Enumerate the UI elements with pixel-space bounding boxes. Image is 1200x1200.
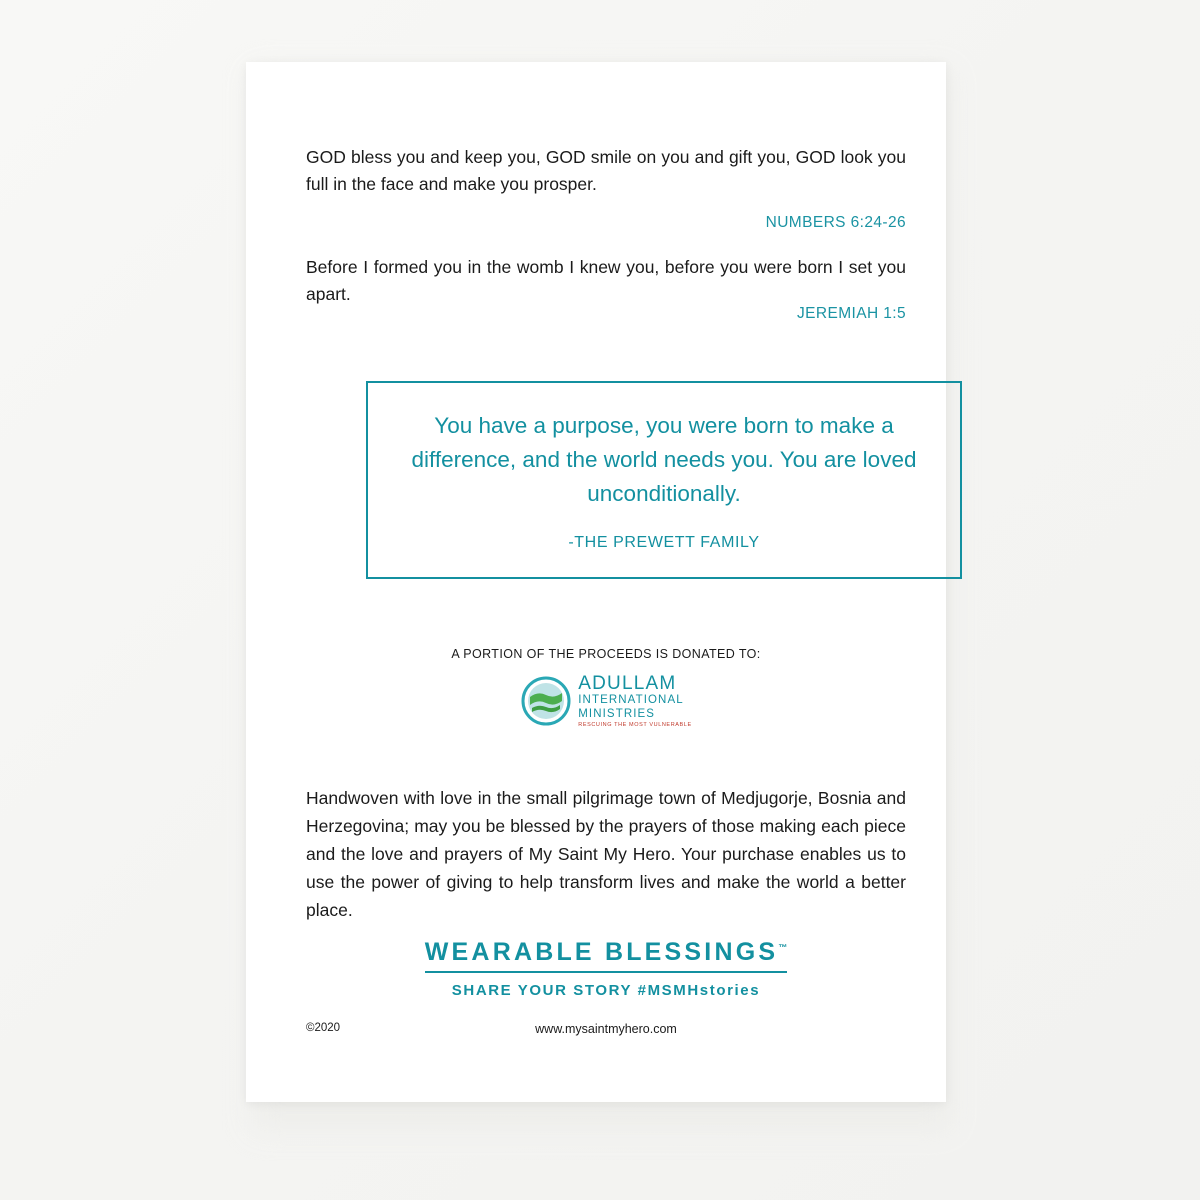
donation-label: A PORTION OF THE PROCEEDS IS DONATED TO: [451,647,761,661]
brand-name-text: WEARABLE BLESSINGS [424,938,779,966]
scripture-reference-1: NUMBERS 6:24-26 [765,214,906,231]
scripture-text-2: Before I formed you in the womb I knew you, before you were born I set you apart. [306,257,906,305]
trademark-symbol: ™ [778,942,788,953]
adullam-logo [306,674,906,729]
brand-block [306,938,906,999]
quote-text: You have a purpose, you were born to make a difference, and the world needs you. You are loved unconditionally. [411,413,917,507]
globe-icon [520,675,572,727]
adullam-logo-line3: MINISTRIES [578,707,656,720]
adullam-logo-text [578,674,691,729]
product-card [246,62,946,1102]
copyright-text: ©2020 [306,1022,341,1034]
footer [306,1022,906,1042]
quote-attribution: -THE PREWETT FAMILY [568,533,760,551]
adullam-logo-line2: INTERNATIONAL [578,694,684,706]
adullam-logo-line1: ADULLAM [578,673,677,694]
adullam-logo-tagline: RESCUING THE MOST VULNERABLE [578,722,692,728]
website-url: www.mysaintmyhero.com [535,1022,677,1036]
card-content [306,62,917,1102]
brand-name [425,938,787,973]
body-paragraph: Handwoven with love in the small pilgrimage town of Medjugorje, Bosnia and Herzegovina; may you be blessed by the prayers of those making each piece and the love and prayers of My Saint My Hero. Your purchase enables us to use the power of giving to help transform lives and make the world a better place. [306,788,906,920]
scripture-text-1: GOD bless you and keep you, GOD smile on you and gift you, GOD look you full in the face and make you prosper. [306,147,906,195]
quote-box [366,381,962,579]
scripture-reference-2: JEREMIAH 1:5 [796,305,906,322]
brand-tagline: SHARE YOUR STORY #MSMHstories [451,982,761,999]
